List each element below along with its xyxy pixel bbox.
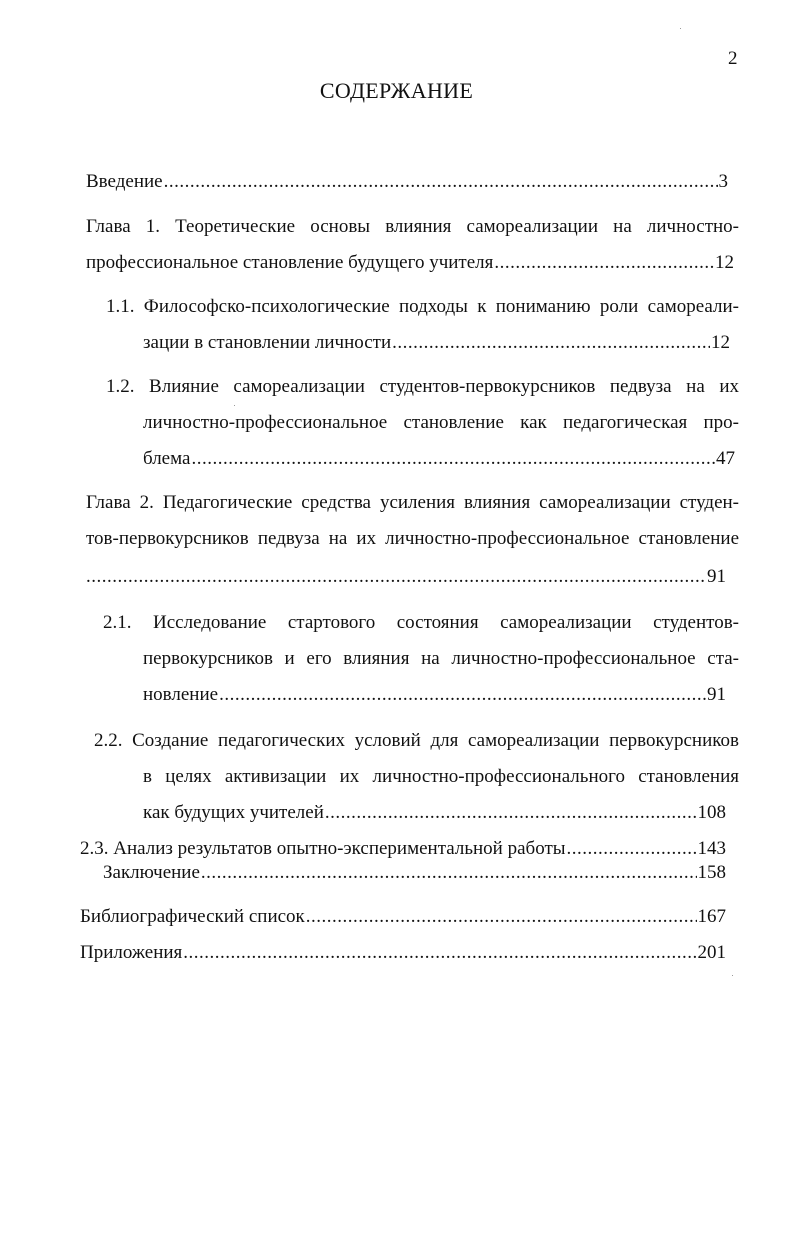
- toc-entry-s11-line1: 1.1. Философско-психологические подходы к пониманию роли самореали-: [106, 296, 739, 317]
- scan-speck: [234, 405, 235, 406]
- toc-entry-s23-page: 143: [697, 838, 726, 859]
- dot-leader: [201, 861, 697, 885]
- toc-entry-ch1-page: 12: [715, 252, 734, 273]
- toc-entry-ch2-line2: тов-первокурсников педвуза на их личностно-профессиональное становление: [86, 528, 739, 549]
- toc-entry-appendix: [80, 941, 726, 965]
- page-title: СОДЕРЖАНИЕ: [319, 78, 474, 103]
- scan-speck: [732, 975, 733, 976]
- toc-entry-s21-line3: новление: [143, 684, 219, 705]
- toc-entry-s11-line2: зации в становлении личности: [143, 332, 392, 353]
- dot-leader: [164, 170, 718, 194]
- toc-entry-conclusion: [103, 861, 726, 885]
- toc-entry-s21: [143, 683, 726, 707]
- toc-entry-ch1: [86, 251, 734, 275]
- toc-entry-s22-page: 108: [697, 802, 726, 823]
- toc-entry-s12-page: 47: [716, 448, 735, 469]
- toc-entry-ch2: [86, 565, 726, 589]
- toc-entry-s22: [143, 801, 726, 825]
- toc-entry-s12-line3: блема: [143, 448, 191, 469]
- toc-entry-s21-line1: 2.1. Исследование стартового состояния самореализации студентов-: [103, 612, 739, 633]
- toc-entry-s12-line2: личностно-профессиональное становление как педагогическая про-: [143, 412, 739, 433]
- toc-entry-s11: [143, 331, 730, 355]
- page-number: 2: [728, 48, 738, 69]
- toc-entry-ch1-line2: профессиональное становление будущего учителя: [86, 252, 494, 273]
- toc-entry-s11-page: 12: [711, 332, 730, 353]
- toc-entry-bibliography-page: 167: [697, 906, 726, 927]
- toc-entry-ch2-page: 91: [707, 566, 726, 587]
- toc-entry-ch2-line1: Глава 2. Педагогические средства усиления влияния самореализации студен-: [86, 492, 739, 513]
- dot-leader: [86, 565, 706, 589]
- toc-entry-appendix-label: Приложения: [80, 942, 183, 963]
- toc-entry-appendix-page: 201: [697, 942, 726, 963]
- toc-entry-s23-label: 2.3. Анализ результатов опытно-экспериментальной работы: [80, 838, 566, 859]
- dot-leader: [183, 941, 696, 965]
- dot-leader: [191, 447, 715, 471]
- toc-entry-s22-line2: в целях активизации их личностно-профессионального становления: [143, 766, 739, 787]
- toc-entry-conclusion-label: Заключение: [103, 862, 200, 883]
- toc-entry-intro-label: Введение: [86, 171, 163, 192]
- toc-entry-s23: [80, 837, 726, 861]
- toc-entry-s22-line3: как будущих учителей: [143, 802, 324, 823]
- toc-entry-intro-page: 3: [718, 171, 728, 192]
- dot-leader: [494, 251, 714, 275]
- toc-entry-conclusion-page: 158: [697, 862, 726, 883]
- dot-leader: [219, 683, 706, 707]
- toc-entry-ch1-line1: Глава 1. Теоретические основы влияния самореализации на личностно-: [86, 216, 739, 237]
- toc-entry-bibliography-label: Библиографический список: [80, 906, 305, 927]
- dot-leader: [567, 837, 697, 861]
- dot-leader: [306, 905, 697, 929]
- dot-leader: [325, 801, 697, 825]
- scan-speck: [680, 28, 681, 29]
- toc-entry-s21-line2: первокурсников и его влияния на личностно-профессиональное ста-: [143, 648, 739, 669]
- toc-entry-s21-page: 91: [707, 684, 726, 705]
- toc-entry-s22-line1: 2.2. Создание педагогических условий для самореализации первокурсников: [94, 730, 739, 751]
- toc-entry-s12-line1: 1.2. Влияние самореализации студентов-первокурсников педвуза на их: [106, 376, 739, 397]
- dot-leader: [392, 331, 710, 355]
- toc-entry-s12: [143, 447, 735, 471]
- toc-entry-bibliography: [80, 905, 726, 929]
- toc-entry-intro: [86, 170, 728, 194]
